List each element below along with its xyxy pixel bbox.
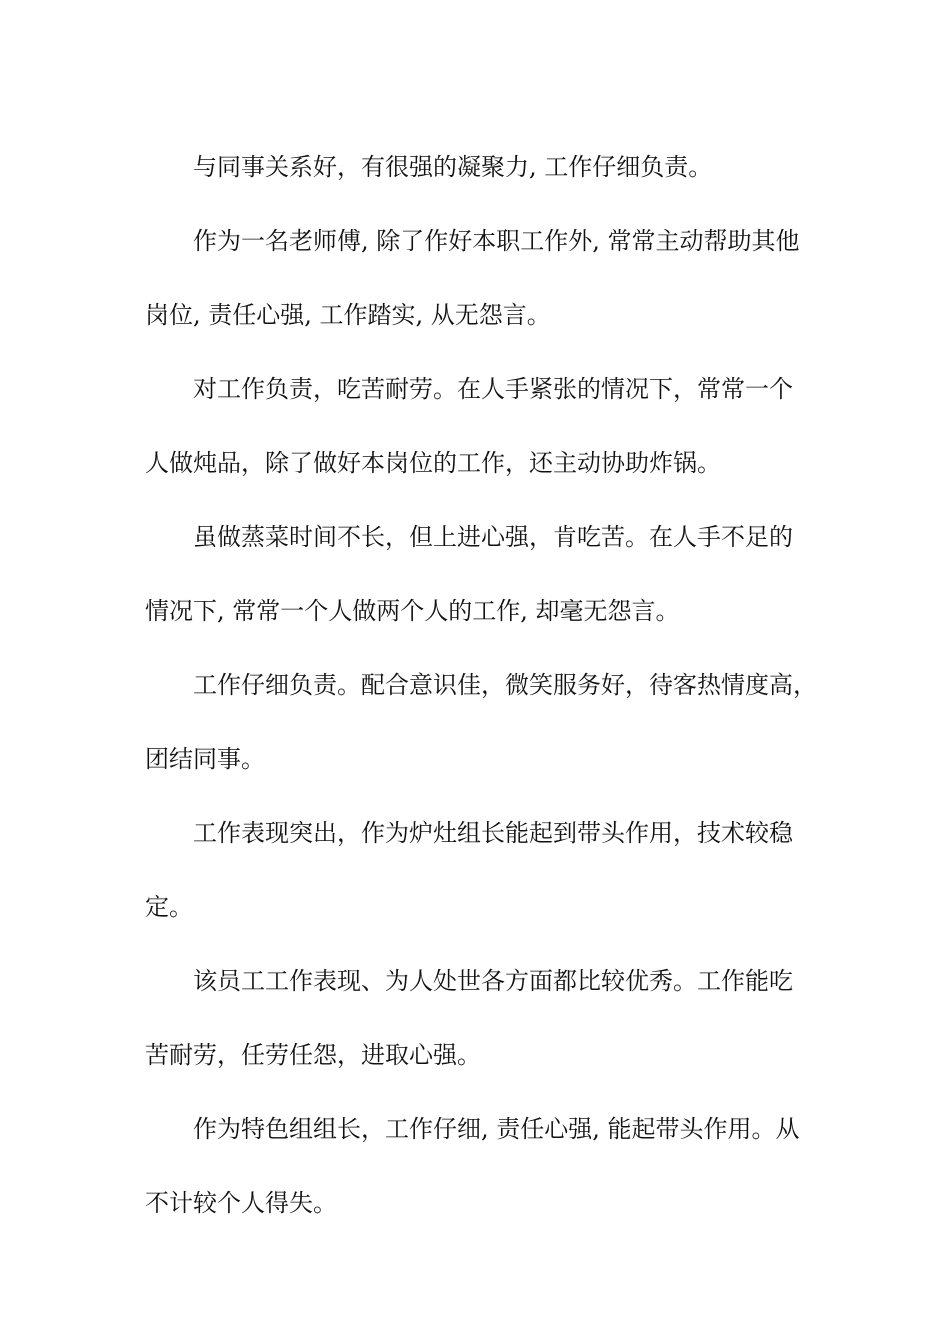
paragraph-line: 情况下, 常常一个人做两个人的工作, 却毫无怨言。 — [145, 597, 680, 625]
paragraph-1 — [145, 130, 807, 204]
paragraph-3 — [145, 352, 807, 500]
document-body — [145, 130, 817, 1240]
paragraph-line: 团结同事。 — [145, 745, 265, 773]
paragraph-line: 虽做蒸菜时间不长，但上进心强，肯吃苦。在人手不足的 — [193, 523, 793, 551]
paragraph-line: 该员工工作表现、为人处世各方面都比较优秀。工作能吃 — [193, 967, 793, 995]
paragraph-line: 作为一名老师傅, 除了作好本职工作外, 常常主动帮助其他 — [193, 227, 800, 255]
paragraph-line: 工作仔细负责。配合意识佳，微笑服务好，待客热情度高， — [193, 671, 817, 699]
paragraph-line: 岗位, 责任心强, 工作踏实, 从无怨言。 — [145, 301, 551, 329]
paragraph-line: 工作表现突出，作为炉灶组长能起到带头作用，技术较稳 — [193, 819, 793, 847]
paragraph-line: 苦耐劳，任劳任怨，进取心强。 — [145, 1041, 481, 1069]
paragraph-2 — [145, 204, 807, 352]
paragraph-line: 人做炖品，除了做好本岗位的工作，还主动协助炸锅。 — [145, 449, 721, 477]
paragraph-line: 对工作负责，吃苦耐劳。在人手紧张的情况下，常常一个 — [193, 375, 793, 403]
paragraph-5 — [145, 648, 817, 796]
paragraph-line: 定。 — [145, 893, 193, 921]
paragraph-4 — [145, 500, 807, 648]
paragraph-6 — [145, 796, 807, 944]
paragraph-8 — [145, 1092, 807, 1240]
paragraph-line: 不计较个人得失。 — [145, 1189, 337, 1217]
paragraph-line: 与同事关系好，有很强的凝聚力, 工作仔细负责。 — [193, 153, 713, 181]
paragraph-7 — [145, 944, 807, 1092]
paragraph-line: 作为特色组组长，工作仔细, 责任心强, 能起带头作用。从 — [193, 1115, 800, 1143]
